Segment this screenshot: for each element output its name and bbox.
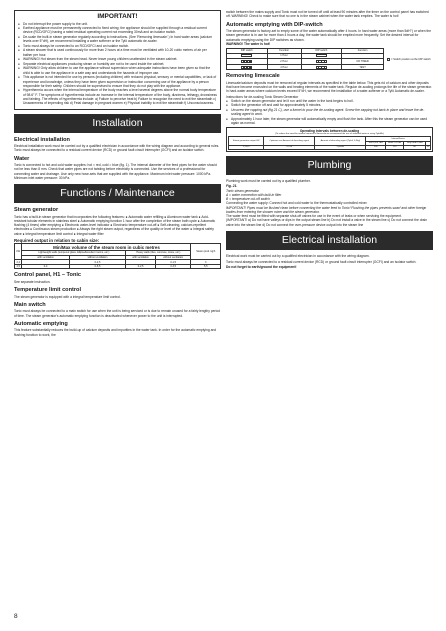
cell: NO TIMER bbox=[342, 59, 384, 65]
list-item: ● Switch the generator off and wait for approximately 5 minutes. bbox=[226, 103, 433, 107]
volume-table-caption: Required output in relation to cabin size: bbox=[14, 237, 100, 243]
cell: 200 bbox=[366, 145, 386, 149]
electrical-installation-text: Electrical installation work must be carried out by a qualified electrician in accordance with the wiring diagram and according to general rules. Tonic must always be connected to a residual current device (RCD) or ground fault circuit interrupter (GCFI) and an isolator switch. bbox=[14, 144, 220, 153]
dip-func-header: Function bbox=[267, 49, 301, 54]
heavy-header: Heavy walls (tiles, concrete, stone, etc.) bbox=[126, 251, 191, 256]
important-item: ● WARNING! Hot steam from the steam head. Never leave young children unattended in the steam cabinet. bbox=[18, 57, 217, 61]
cell: Steam generator output kW bbox=[229, 137, 264, 146]
without-ventilation-header: without ventilation bbox=[155, 255, 190, 260]
plumbing-banner: Plumbing bbox=[226, 156, 433, 175]
temperature-limit-heading: Temperature limit control bbox=[14, 287, 82, 294]
control-panel-heading: Control panel, H1 – Tonic bbox=[14, 272, 82, 279]
electrical-installation-banner: Electrical installation bbox=[226, 231, 433, 250]
important-item: ● WARNING! Only allow children to use the appliance without supervision when adequate instructions have been given so that the child is able to use the appliance in a safe way and understands the hazards of improper use. bbox=[18, 66, 217, 75]
right-column bbox=[226, 10, 433, 270]
cell: 4,5 bbox=[16, 265, 20, 269]
water-text: Tonic is connected to hot and cold water supplies: hot = red, cold = blue (fig. 1). The internal diameter of the feed pipes for the water should not be less than 8 mm. Check that water pipes are not twisting before electricity is connected. Use the services of a professional for connecting water and drainage. Use only new hose-sets that are supplied with the appliance. Maximum inlet water pressure: 1000 kPa. Minimum inlet water pressure: 30 kPa. bbox=[14, 163, 217, 180]
important-list bbox=[18, 22, 217, 106]
cell: 1 Hour bbox=[267, 53, 301, 59]
cell: 2,2/4,5 bbox=[229, 145, 264, 149]
figure-title: Tonic steam generator. bbox=[226, 188, 260, 193]
cell: 3 bbox=[191, 260, 221, 265]
plumbing-important-text: IMPORTANT! Pipes must be flushed clean before connecting the water feed to Tonic! Flushing the pipes prevents swarf and other foreign bodies from entering the shower mixer and the steam generator. bbox=[226, 205, 427, 214]
cell: 0-4 bbox=[22, 264, 69, 269]
operating-intervals-box bbox=[226, 127, 433, 152]
dip-legend bbox=[387, 58, 431, 61]
descaling-instructions-heading: Instructions for de-scaling Tonic Steam Generator bbox=[226, 94, 299, 99]
important-item: ● A steam shower that is used continuously for more than 2 hours at a time must be ventilated with 10-20 cubic metres of air per bather per hour. bbox=[18, 48, 217, 57]
water-heading: Water bbox=[14, 155, 30, 162]
cell: 2 packs bbox=[315, 145, 366, 149]
with-ventilation-header: with ventilation bbox=[126, 255, 156, 260]
cell: 80 bbox=[404, 145, 426, 149]
lightweight-header: Lightweight walls (tempered glass, Ellipse/Excellent rooms, etc.) bbox=[22, 251, 126, 256]
dip-legend-text: = Switch position at the DIP switch bbox=[391, 57, 431, 61]
electrical-text-2: Tonic must always be connected to a residual current device (RCD) or ground fault circuit interrupter (GCFI) and an isolator switch. bbox=[226, 259, 417, 264]
limescale-text: Limescale/calcium deposits must be removed at regular intervals as specified in the table below. This gets rid of calcium and other deposits that have become encrusted on the walls and heating elements of the water tank. Regular de-scaling prolongs the life of the steam generator. In hard-water areas where calcium levels exceed 5°dH, we recommend the installation of a water-softener or a Tylö Automatic de-scaler. bbox=[226, 80, 432, 94]
dip-switch-icon bbox=[301, 64, 342, 70]
table-row bbox=[229, 145, 431, 149]
steam-generator-text: Tonic has a built-in steam generator that incorporates the following features: ● Automatic water refilling ● Aluminum water tank ● Acid-resistant tubular elements in stainless steel ● Automatic emptying function 1 hour after the completion of the steam bath cycle ● Automatic flushing (4 times) after emptying ● Electronic water-level indicator ● Electronic temperature cut-off ● Self-cleaning, calcium-repellent electrodes ● Continuous steam production ● Always the right steam output, regardless of the quality or level of the water ● Integral safety valve ● Integral temperature limit control ● Integral water filter bbox=[14, 214, 216, 236]
volume-main-header: Min/Max volume of the steam room in cubic metres bbox=[22, 244, 191, 251]
electrical-text-1: Electrical work must be carried out by a qualified electrician in accordance with the wiring diagram. bbox=[226, 253, 370, 258]
dip-switch-text: The steam generator is factory-set to empty some of the water automatically after 4 hours. In hard water areas (more than 5dH°) or when the steam generator is in use for more than 4 hours a day, the water tank should be emptied more frequently. Set the desired interval for automatic emptying using the DIP switches as shown. bbox=[226, 29, 432, 42]
important-item: ● This appliance is not intended for use by persons (including children) with reduced physical, sensory or mental capabilities, or lack of experience and knowledge, unless they have been given supervision or instruction concerning use of the appliance by a person responsible for their safety. Children should be supervised to ensure that they do not play with the appliance. bbox=[18, 75, 217, 88]
dip-switch-warning: WARNING! The water is hot! bbox=[226, 41, 271, 46]
main-switch-text: Tonic must always be connected to a main switch for use when the unit is being serviced or is due to remain unused for a fairly lengthy period of time. The steam generator's automatic emptying function is deactivated whenever power to the unit is interrupted. bbox=[14, 309, 220, 318]
cell: 0-3,5 bbox=[155, 264, 190, 269]
important-item: ● Earthed appliance must be permanently connected to fixed wiring; the appliance should be supplied through a residual current device (RCD/GFCI) having a rated residual operating current not exceeding 30mA and an isolator switch. bbox=[18, 26, 217, 35]
cell: 125 bbox=[385, 145, 403, 149]
installation-banner: Installation bbox=[14, 114, 221, 133]
limescale-heading: Removing limescale bbox=[226, 73, 280, 80]
cell: 5,5 bbox=[191, 264, 221, 269]
cell: 2,2 bbox=[16, 260, 20, 264]
functions-banner: Functions / Maintenance bbox=[14, 184, 221, 203]
figure-label-b: B = temperature cut-off switch bbox=[226, 197, 270, 202]
cell: Very hard 0,5dH bbox=[404, 141, 426, 145]
dip-switch-table bbox=[226, 48, 384, 70]
table-row bbox=[15, 264, 221, 269]
dip-switch-heading: Automatic emptying with DIP-switch bbox=[226, 21, 323, 28]
plumbing-intro: Plumbing work must be carried out by a qualified plumber. bbox=[226, 179, 311, 184]
cell: Optimum use Amount of descaling agent bbox=[264, 137, 315, 146]
right-intro-text: switch between the mains supply and Tonic must not be turned off until at least 90 minutes after the timer on the control panel has switched off. WARNING! Check to make sure that no one is in the steam cabinet when the water tank empties. The water is hot! bbox=[226, 10, 429, 19]
switch-position-icon bbox=[387, 58, 390, 61]
dip-switch-figure bbox=[226, 48, 433, 70]
operating-intervals-subtitle: (To reduce the need for manual removal of limescale we recommend the use of softened water or using TyloMix) bbox=[275, 133, 384, 136]
operating-intervals-table bbox=[228, 136, 431, 150]
cell: Amount of descaling agent (Tyloli, 0,5kg) bbox=[315, 137, 366, 146]
descaling-steps bbox=[226, 99, 433, 126]
dip-pos-header: DIP switch bbox=[227, 49, 268, 54]
important-item: ● Separate electrical appliances producing steam or humidity are not to be used inside the cabinet. bbox=[18, 62, 217, 66]
cell: Soft 0,0-0,7dH bbox=[366, 141, 386, 145]
dip-pos-header: DIP switch bbox=[301, 49, 342, 54]
list-item: ● Unscrew the capping nut (fig 21 C), use a funnel to pour the de-scaling agent. Screw the capping nut back in place and leave the de-scaling agent to work. bbox=[226, 108, 433, 117]
page-number: 8 bbox=[14, 613, 18, 620]
with-ventilation-header: with ventilation bbox=[22, 255, 69, 260]
important-item: ● Do not interrupt the power supply to the unit. bbox=[18, 22, 217, 26]
main-switch-heading: Main switch bbox=[14, 301, 46, 308]
figure-number: Fig. 21. bbox=[226, 184, 238, 189]
important-item: ● Tonic must always be connected to an RCD/GFCI and an isolator switch. bbox=[18, 44, 217, 48]
table-row bbox=[227, 64, 384, 70]
steam-generator-heading: Steam generator bbox=[14, 207, 59, 214]
cell: 2 Hour bbox=[267, 59, 301, 65]
important-box bbox=[14, 10, 221, 110]
important-item: ● De-scale the built-in steam generator regularly according to instructions. (See 'Removing limescale'.) In hard water areas (calcium levels over 5°dH), we recommend installing a water softener or the Tylö automatic de-scaler. bbox=[18, 35, 217, 44]
cell: 4 Hour bbox=[267, 64, 301, 70]
important-item: ● Hyperthermia occurs when the internal temperature of the body reaches a level several degrees above the normal body temperature of 98.6° F. The symptoms of hyperthermia include an increase in the internal temperature of the body, dizziness, lethargy, drowsiness and fainting. The effects of hyperthermia include: a) Failure to perceive heat b) Failure to recognize the need to exit the steambath c) Unawareness of impending risk d) Fetal damage in pregnant women e) Physical inability to exit the steambath f) Unconsciousness. bbox=[18, 88, 217, 105]
list-item: ● Approximately 1 hour later, the steam generator will automatically empty and flush the tank. After this the steam generator can be used again as normal. bbox=[226, 117, 433, 126]
list-item: ● Switch on the steam generator and let it run until the water in the tank begins to boil. bbox=[226, 99, 433, 103]
cell: 0,5 dl bbox=[264, 145, 315, 149]
cell: Interval/hours bbox=[366, 137, 431, 141]
volume-table bbox=[14, 243, 221, 269]
left-column bbox=[14, 10, 221, 337]
cell: 0-2,5 bbox=[69, 260, 125, 265]
important-title: IMPORTANT! bbox=[97, 13, 138, 20]
cell: 0-5,5 bbox=[69, 264, 125, 269]
automatic-emptying-text: This feature substantially reduces the build-up of calcium deposits and impurities in the water tank. In order for the automatic emptying and flushing function to work, the bbox=[14, 328, 217, 337]
cell: 0-1,5 bbox=[155, 260, 190, 265]
electrical-installation-heading: Electrical installation bbox=[14, 136, 70, 143]
automatic-emptying-heading: Automatic emptying bbox=[14, 320, 68, 327]
steam-prod-header: Steam prod. kg/h bbox=[191, 244, 221, 260]
operating-intervals-title: Operating intervals between de-scaling bbox=[299, 129, 360, 134]
dip-func-header: Function bbox=[342, 49, 384, 54]
electrical-earth-warning: Do not forget to earth/ground the equipment! bbox=[226, 265, 297, 270]
control-panel-text: See separate instruction. bbox=[14, 279, 51, 284]
cell: TEST bbox=[342, 64, 384, 70]
cell: 0-2,5 bbox=[126, 264, 156, 269]
dip-switch-icon bbox=[227, 64, 268, 70]
plumbing-shutoff-text: The water feed must be fitted with separate shut-off valves for use in the event of leaks or when servicing the equipment. bbox=[226, 214, 402, 219]
figure-label-a: A = water connection with built-in filter bbox=[226, 192, 282, 197]
temperature-limit-text: The steam generator is equipped with a integral temperature limit control. bbox=[14, 294, 121, 299]
cell: 40 bbox=[426, 146, 430, 149]
without-ventilation-header: without ventilation bbox=[69, 255, 125, 260]
cell: Hard 1,4-7dH bbox=[385, 141, 403, 145]
plumbing-notes-text: (IMPORTANT! a) Do not have valleys or dips in the output steam line b) Do not install a valve in the steam line c) Do not connect the drain valve into the steam line d) Do not connect the over-pressure device output into the steam line bbox=[226, 218, 428, 227]
kw-header: kW bbox=[15, 244, 22, 260]
plumbing-connect-text: Connecting the water supply: Connect hot and cold water to the thermostatically controlled mixer. bbox=[226, 201, 368, 206]
